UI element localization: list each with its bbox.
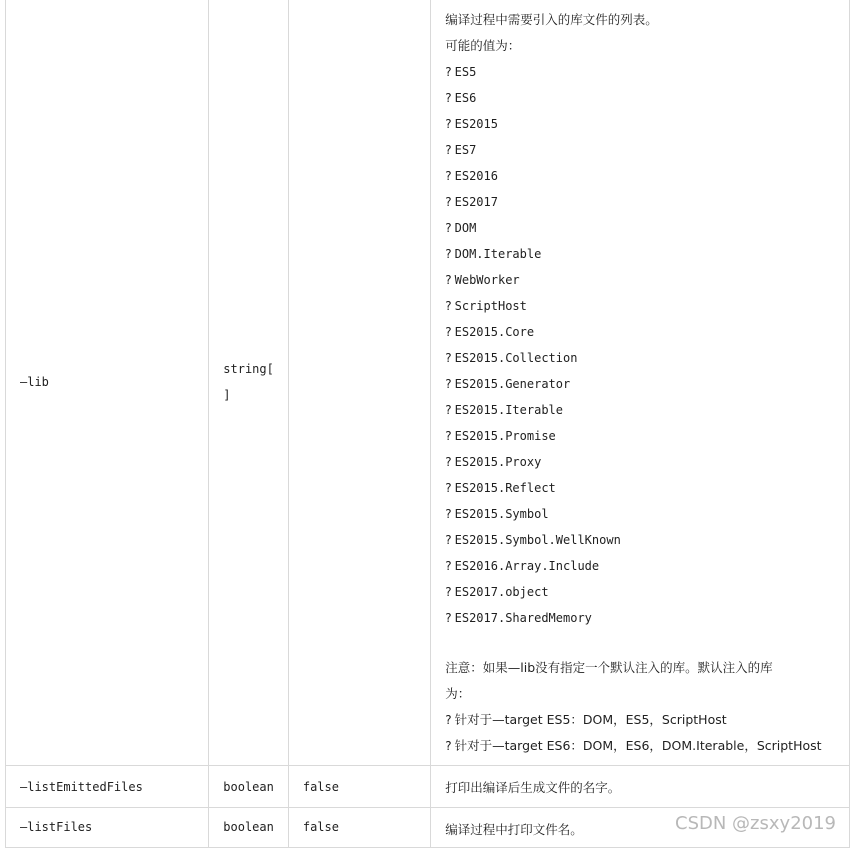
option-description-cell — [431, 0, 850, 766]
lib-value-item — [445, 449, 849, 475]
option-type-line1: string[ — [223, 362, 274, 376]
lib-value-item — [445, 85, 849, 111]
note-item — [445, 707, 849, 733]
watermark: CSDN @zsxy2019 — [675, 813, 836, 834]
lib-value-text: ES2015.Proxy — [454, 454, 542, 469]
bullet-mark: ? — [445, 64, 452, 79]
bullet-mark: ? — [445, 272, 452, 287]
option-name-cell — [6, 0, 209, 766]
table-row-lib — [6, 0, 850, 766]
option-type: boolean — [223, 779, 274, 794]
bullet-mark: ? — [445, 532, 452, 547]
lib-value-item — [445, 137, 849, 163]
compiler-options-table — [5, 0, 850, 848]
bullet-mark: ? — [445, 454, 452, 469]
bullet-mark: ? — [445, 194, 452, 209]
bullet-mark: ? — [445, 584, 452, 599]
option-name: —lib — [20, 375, 49, 389]
option-description: 打印出编译后生成文件的名字。 — [445, 779, 621, 795]
bullet-mark: ? — [445, 712, 452, 727]
bullet-mark: ? — [445, 324, 452, 339]
bullet-mark: ? — [445, 610, 452, 625]
option-default: false — [302, 820, 339, 834]
lib-value-text: ES2015.Generator — [454, 376, 571, 391]
lib-values-list — [445, 59, 849, 631]
lib-value-text: ES2015.Core — [454, 324, 535, 339]
lib-value-item — [445, 553, 849, 579]
bullet-mark: ? — [445, 116, 452, 131]
bullet-mark: ? — [445, 376, 452, 391]
lib-value-text: ES6 — [454, 90, 477, 105]
lib-value-item — [445, 397, 849, 423]
lib-value-item — [445, 215, 849, 241]
lib-value-text: WebWorker — [454, 272, 520, 287]
lib-value-item — [445, 189, 849, 215]
note-item-text: 针对于—target ES5：DOM，ES5，ScriptHost — [454, 711, 727, 727]
lib-value-item — [445, 605, 849, 631]
option-type-line2: ] — [223, 388, 231, 402]
lib-value-text: ES7 — [454, 142, 477, 157]
lib-value-text: ES2015.Symbol.WellKnown — [454, 532, 621, 547]
option-type-cell — [209, 766, 289, 808]
note-line-1: 注意：如果—lib没有指定一个默认注入的库。默认注入的库 — [445, 659, 773, 675]
note-item-text: 针对于—target ES6：DOM，ES6，DOM.Iterable，ScriptHost — [454, 737, 822, 753]
bullet-mark: ? — [445, 142, 452, 157]
option-default: false — [302, 779, 339, 794]
lib-value-text: ES2016.Array.Include — [454, 558, 600, 573]
lib-value-text: ES2015.Symbol — [454, 506, 549, 521]
note-item — [445, 733, 849, 759]
bullet-mark: ? — [445, 402, 452, 417]
lib-value-text: ES2015.Iterable — [454, 402, 563, 417]
description-intro: 编译过程中需要引入的库文件的列表。 — [445, 11, 658, 27]
option-name: —listEmittedFiles — [20, 779, 143, 794]
bullet-mark: ? — [445, 220, 452, 235]
lib-value-item — [445, 423, 849, 449]
bullet-mark: ? — [445, 298, 452, 313]
option-default-cell — [288, 766, 430, 808]
table-row-listEmittedFiles — [6, 766, 850, 808]
lib-value-text: ES2015.Collection — [454, 350, 578, 365]
lib-value-item — [445, 267, 849, 293]
lib-value-text: DOM — [454, 220, 477, 235]
lib-value-text: ScriptHost — [454, 298, 527, 313]
description-possible-values: 可能的值为： — [445, 37, 521, 53]
lib-value-item — [445, 475, 849, 501]
lib-value-item — [445, 371, 849, 397]
option-default-cell — [288, 0, 430, 766]
option-description: 编译过程中打印文件名。 — [445, 822, 583, 837]
lib-value-item — [445, 319, 849, 345]
lib-value-item — [445, 59, 849, 85]
option-description-cell — [431, 766, 850, 808]
lib-value-text: ES2017 — [454, 194, 498, 209]
lib-value-item — [445, 241, 849, 267]
bullet-mark: ? — [445, 246, 452, 261]
lib-value-text: ES2017.SharedMemory — [454, 610, 592, 625]
lib-value-text: ES2016 — [454, 168, 498, 183]
option-type: boolean — [223, 820, 274, 834]
lib-value-text: ES2015.Reflect — [454, 480, 556, 495]
bullet-mark: ? — [445, 480, 452, 495]
option-name: —listFiles — [20, 820, 93, 834]
lib-value-item — [445, 163, 849, 189]
lib-value-text: DOM.Iterable — [454, 246, 542, 261]
lib-value-text: ES2015.Promise — [454, 428, 556, 443]
lib-value-item — [445, 345, 849, 371]
lib-value-item — [445, 293, 849, 319]
lib-value-item — [445, 579, 849, 605]
lib-value-text: ES2015 — [454, 116, 498, 131]
bullet-mark: ? — [445, 350, 452, 365]
lib-value-text: ES5 — [454, 64, 477, 79]
lib-value-text: ES2017.object — [454, 584, 549, 599]
bullet-mark: ? — [445, 558, 452, 573]
bullet-mark: ? — [445, 90, 452, 105]
bullet-mark: ? — [445, 168, 452, 183]
note-line-2: 为： — [445, 685, 471, 701]
lib-value-item — [445, 501, 849, 527]
bullet-mark: ? — [445, 738, 452, 753]
option-name-cell — [6, 766, 209, 808]
bullet-mark: ? — [445, 428, 452, 443]
lib-value-item — [445, 527, 849, 553]
option-type-cell — [209, 0, 289, 766]
lib-value-item — [445, 111, 849, 137]
bullet-mark: ? — [445, 506, 452, 521]
